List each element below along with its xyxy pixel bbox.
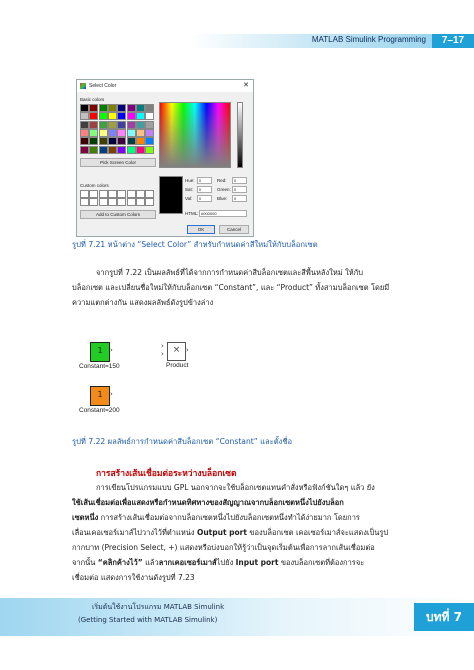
paragraph-2-line-4 [72, 526, 388, 541]
input-port-icon[interactable]: › [161, 342, 164, 350]
dialog-title: Select Color [89, 83, 117, 89]
body-text: ของบล็อกเซตที่ต้องการจะ [278, 558, 365, 567]
ok-button[interactable]: OK [187, 225, 215, 234]
color-spectrum[interactable] [159, 102, 231, 168]
html-input[interactable]: #000000 [199, 210, 247, 217]
hue-input[interactable]: 0 [197, 177, 212, 184]
basic-color-swatch[interactable] [99, 129, 108, 137]
select-color-dialog [76, 79, 254, 237]
sat-input[interactable]: 0 [197, 186, 212, 193]
basic-color-swatch[interactable] [80, 146, 89, 154]
basic-color-swatch[interactable] [80, 137, 89, 145]
basic-color-swatch[interactable] [89, 137, 98, 145]
basic-color-swatch[interactable] [117, 129, 126, 137]
basic-color-swatch[interactable] [117, 104, 126, 112]
basic-color-swatch[interactable] [108, 137, 117, 145]
app-icon [80, 83, 86, 89]
cancel-button[interactable]: Cancel [219, 225, 249, 234]
basic-colors-label: Basic colors [80, 97, 105, 102]
custom-color-swatch[interactable] [108, 190, 117, 198]
output-port-icon[interactable]: › [110, 346, 113, 354]
basic-color-swatch[interactable] [108, 121, 117, 129]
product-block-label: Product [166, 362, 189, 369]
val-input[interactable]: 0 [197, 195, 212, 202]
basic-color-swatch[interactable] [89, 121, 98, 129]
custom-color-swatch[interactable] [108, 198, 117, 206]
section-heading: การสร้างเส้นเชื่อมต่อระหว่างบล็อกเซต [96, 469, 237, 479]
constant-block-green-value: 1 [97, 346, 103, 355]
basic-color-swatch[interactable] [145, 129, 154, 137]
custom-colors-label: Custom colors [80, 183, 109, 188]
body-text: แล้ว [142, 558, 159, 567]
emphasis-text: Input port [235, 558, 279, 567]
pick-screen-color-button[interactable]: Pick Screen Color [80, 158, 156, 167]
val-label: Val: [185, 196, 193, 201]
basic-color-swatch[interactable] [108, 129, 117, 137]
basic-color-swatch[interactable] [99, 121, 108, 129]
custom-color-swatch[interactable] [117, 190, 126, 198]
basic-color-swatch[interactable] [136, 112, 145, 120]
basic-color-swatch[interactable] [136, 129, 145, 137]
basic-color-swatch[interactable] [117, 121, 126, 129]
paragraph-2-line-6 [72, 556, 364, 571]
product-block[interactable] [167, 342, 186, 361]
basic-color-swatch[interactable] [99, 104, 108, 112]
custom-color-swatch[interactable] [145, 190, 154, 198]
custom-color-swatch[interactable] [80, 190, 89, 198]
basic-color-swatch[interactable] [136, 104, 145, 112]
constant-block-green-label: Constant=150 [79, 363, 120, 370]
custom-color-swatch[interactable] [89, 190, 98, 198]
chapter-badge: บทที่ 7 [414, 603, 474, 631]
paragraph-2-line-2: ใช้เส้นเชื่อมต่อเพื่อแสดงหรือกำหนดทิศทางของสัญญาณจากบล็อกเซตหนึ่งไปยังบล็อก [72, 498, 344, 507]
basic-color-swatch[interactable] [127, 146, 136, 154]
custom-color-swatch[interactable] [99, 190, 108, 198]
basic-color-swatch[interactable] [136, 137, 145, 145]
sat-label: Sat: [185, 187, 194, 192]
page-header [0, 34, 474, 48]
figure-caption-7-21: รูปที่ 7.21 หน้าต่าง “Select Color” สำหรับกำหนดค่าสีใหม่ให้กับบล็อกเซต [72, 240, 318, 249]
paragraph-2-line-1: การเขียนโปรแกรมแบบ GPL นอกจากจะใช้บล็อกเซตแทนคำสั่งหรือฟังก์ชันใดๆ แล้ว ยัง [96, 483, 375, 492]
constant-block-green[interactable] [90, 342, 110, 362]
emphasis-text: ลากเคอเซอร์เมาส์ [158, 558, 217, 567]
basic-color-swatch[interactable] [127, 129, 136, 137]
basic-color-swatch[interactable] [145, 104, 154, 112]
blue-label: Blue: [217, 196, 228, 201]
custom-color-swatch[interactable] [136, 190, 145, 198]
output-port-icon[interactable]: › [110, 390, 113, 398]
custom-color-swatch[interactable] [145, 198, 154, 206]
basic-color-swatch[interactable] [145, 112, 154, 120]
header-title: MATLAB Simulink Programming [311, 35, 426, 44]
basic-color-swatch[interactable] [136, 121, 145, 129]
basic-color-swatch[interactable] [145, 121, 154, 129]
close-icon[interactable]: ✕ [243, 82, 249, 89]
paragraph-1-line-3: ความแตกต่างกัน แสดงผลลัพธ์ดังรูปข้างล่าง [72, 298, 214, 307]
basic-color-swatch[interactable] [89, 112, 98, 120]
basic-color-swatch[interactable] [108, 112, 117, 120]
custom-color-swatch[interactable] [127, 190, 136, 198]
figure-caption-7-22: รูปที่ 7.22 ผลลัพธ์การกำหนดค่าสีบล็อกเซต “Constant” และตั้งชื่อ [72, 437, 293, 446]
custom-color-swatch[interactable] [136, 198, 145, 206]
output-port-icon[interactable]: › [186, 346, 189, 354]
custom-color-swatch[interactable] [89, 198, 98, 206]
basic-color-swatch[interactable] [99, 112, 108, 120]
basic-color-swatch[interactable] [145, 146, 154, 154]
dialog-titlebar [77, 80, 253, 92]
page-footer [0, 598, 474, 636]
body-text: เลื่อนเคอเซอร์เมาส์ไปวางไว้ที่ตำแหน่ง [72, 528, 197, 537]
emphasis-text: “คลิกค้างไว้” [97, 558, 143, 567]
page-number: 7–17 [432, 34, 474, 48]
custom-color-swatch[interactable] [99, 198, 108, 206]
footer-title-english: (Getting Started with MATLAB Simulink) [78, 616, 218, 624]
basic-color-swatch[interactable] [136, 146, 145, 154]
body-text: ไปยัง [216, 558, 236, 567]
basic-color-swatch[interactable] [117, 146, 126, 154]
basic-color-swatch[interactable] [108, 104, 117, 112]
basic-color-swatch[interactable] [80, 104, 89, 112]
basic-color-swatch[interactable] [117, 112, 126, 120]
basic-color-swatch[interactable] [99, 146, 108, 154]
basic-color-swatch[interactable] [127, 112, 136, 120]
basic-color-swatch[interactable] [80, 112, 89, 120]
constant-block-orange-label: Constant=200 [79, 407, 120, 414]
red-input[interactable]: 0 [232, 177, 247, 184]
body-text: การสร้างเส้นเชื่อมต่อจากบล็อกเซตหนึ่งไปยังบล็อกเซตหนึ่งทำได้ง่ายมาก โดยการ [98, 513, 360, 522]
basic-color-swatch[interactable] [80, 129, 89, 137]
basic-color-swatch[interactable] [99, 137, 108, 145]
basic-color-swatch[interactable] [89, 104, 98, 112]
block-diagram-figure [72, 330, 204, 430]
basic-color-swatch[interactable] [108, 146, 117, 154]
paragraph-1-line-1: จากรูปที่ 7.22 เป็นผลลัพธ์ที่ได้จากการกำหนดค่าสีบล็อกเซตและสีพื้นหลังใหม่ ให้กับ [96, 268, 363, 277]
basic-color-swatch[interactable] [127, 121, 136, 129]
basic-color-swatch[interactable] [89, 146, 98, 154]
basic-color-swatch[interactable] [89, 129, 98, 137]
basic-color-swatch[interactable] [117, 137, 126, 145]
emphasis-text: เซตหนึ่ง [72, 513, 99, 522]
constant-block-orange[interactable] [90, 386, 110, 406]
emphasis-text: Output port [196, 528, 247, 537]
blue-input[interactable]: 0 [232, 195, 247, 202]
paragraph-2-line-7: เชื่อมต่อ แสดงการใช้งานดังรูปที่ 7.23 [72, 573, 195, 582]
basic-color-swatch[interactable] [127, 104, 136, 112]
paragraph-2-line-3 [72, 511, 360, 526]
custom-color-swatch[interactable] [127, 198, 136, 206]
basic-color-swatch[interactable] [80, 121, 89, 129]
body-text: ของบล็อกเซต เคอเซอร์เมาส์จะแสดงเป็นรูป [246, 528, 389, 537]
product-block-symbol: × [172, 345, 181, 355]
basic-color-swatch[interactable] [127, 137, 136, 145]
constant-block-orange-value: 1 [97, 390, 103, 399]
custom-color-swatch[interactable] [80, 198, 89, 206]
input-port-icon[interactable]: › [161, 350, 164, 358]
color-preview [159, 176, 183, 214]
basic-color-swatch[interactable] [145, 137, 154, 145]
paragraph-2-line-5: กากบาท (Precision Select, +) แสดงหรือบ่งบอกให้รู้ว่าเป็นจุดเริ่มต้นเพื่อการลากเส้นเชื่อมต่อ [72, 543, 375, 552]
hue-label: Hue: [185, 178, 195, 183]
green-label: Green: [217, 187, 231, 192]
green-input[interactable]: 0 [232, 186, 247, 193]
custom-color-swatch[interactable] [117, 198, 126, 206]
add-custom-colors-button[interactable]: Add to Custom Colors [80, 210, 156, 219]
footer-title-thai: เริ่มต้นใช้งานโปรแกรม MATLAB Simulink [92, 603, 225, 611]
red-label: Red: [217, 178, 227, 183]
luminance-slider[interactable] [237, 102, 243, 168]
paragraph-1-line-2: บล็อกเซต และเปลี่ยนชื่อใหม่ให้กับบล็อกเซต “Constant”, และ “Product” ทั้งสามบล็อกเซต โดยมี [72, 283, 390, 292]
html-label: HTML: [185, 211, 199, 216]
body-text: จากนั้น [72, 558, 98, 567]
